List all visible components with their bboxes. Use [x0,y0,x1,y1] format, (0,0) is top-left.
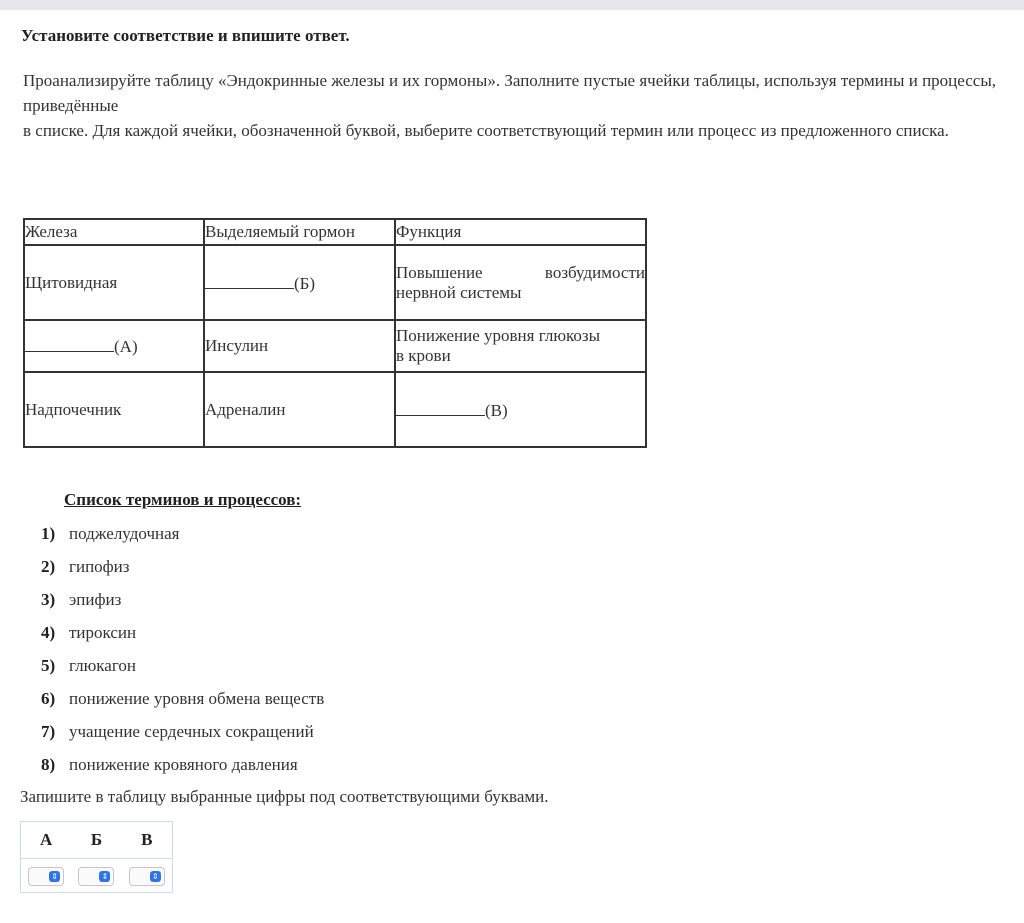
cell-function [395,320,646,372]
answer-cell [122,867,172,886]
list-item-text: понижение уровня обмена веществ [69,689,325,708]
list-item-number: 5) [41,656,56,675]
table-row [24,245,646,320]
list-item-number: 2) [41,557,56,576]
list-item-text: понижение кровяного давления [69,755,298,774]
cell-function [395,245,646,320]
answer-letter-v: В [141,830,153,849]
list-item-number: 7) [41,722,56,741]
header-gland: Железа [24,219,204,245]
list-item-number: 3) [41,590,56,609]
answer-select-row [21,859,172,894]
list-item-text: эпифиз [69,590,122,609]
answer-table [20,821,173,893]
cell-gland: Щитовидная [24,245,204,320]
chevron-up-down-icon: ⇕ [49,871,60,882]
chevron-up-down-icon: ⇕ [150,871,161,882]
list-item [41,522,324,555]
answer-header-row [21,822,172,859]
list-item-number: 6) [41,689,56,708]
table-row [24,320,646,372]
function-line-2: нервной системы [396,282,522,302]
cell-function-blank [395,372,646,447]
terms-list-title: Список терминов и процессов: [64,490,302,509]
cell-gland: Надпочечник [24,372,204,447]
blank-letter: (А) [114,337,138,356]
cell-hormone: Инсулин [204,320,395,372]
list-item [41,555,324,588]
list-item [41,588,324,621]
terms-list [41,522,324,786]
answer-select-b[interactable] [78,867,114,886]
answer-cell [21,867,71,886]
list-item-number: 4) [41,623,56,642]
list-item [41,753,324,786]
cell-gland-blank [24,320,204,372]
glands-table [23,218,647,448]
blank-letter: (Б) [294,273,316,293]
instructions-line-2: в списке. Для каждой ячейки, обозначенной буквой, выберите соответствующий термин или процесс из предложенного списка. [23,121,949,140]
table-header-row [24,219,646,245]
answer-select-v[interactable] [129,867,165,886]
blank-line [205,272,294,289]
top-bar [0,0,1024,10]
answer-letter-b: Б [90,830,103,849]
header-function: Функция [395,219,646,245]
list-item [41,621,324,654]
list-item-text: глюкагон [69,656,136,675]
instructions-line-1: Проанализируйте таблицу «Эндокринные железы и их гормоны». Заполните пустые ячейки таблицы, используя термины и процессы, приведённые [23,71,996,115]
function-line-1: Понижение уровня глюкозы [396,326,601,345]
task-instructions [23,68,996,143]
answer-select-a[interactable] [28,867,64,886]
list-item [41,720,324,753]
answer-letter-a: А [40,830,53,849]
cell-hormone-blank [204,245,395,320]
list-item-text: учащение сердечных сокращений [69,722,314,741]
list-item-text: тироксин [69,623,137,642]
header-hormone: Выделяемый гормон [204,219,395,245]
answer-cell [71,867,121,886]
blank-letter: (В) [485,400,508,420]
chevron-up-down-icon: ⇕ [99,871,110,882]
list-item [41,654,324,687]
function-line-2: в крови [396,346,451,365]
table-row [24,372,646,447]
list-item-number: 1) [41,524,56,543]
list-item-text: гипофиз [69,557,130,576]
blank-line [25,335,114,352]
cell-hormone: Адреналин [204,372,395,447]
blank-line [396,399,485,416]
function-line-1: Повышение возбудимости [396,262,645,282]
task-title: Установите соответствие и впишите ответ. [21,26,350,45]
list-item-text: поджелудочная [69,524,180,543]
list-item [41,687,324,720]
list-item-number: 8) [41,755,56,774]
answer-instructions: Запишите в таблицу выбранные цифры под соответствующими буквами. [20,787,549,806]
